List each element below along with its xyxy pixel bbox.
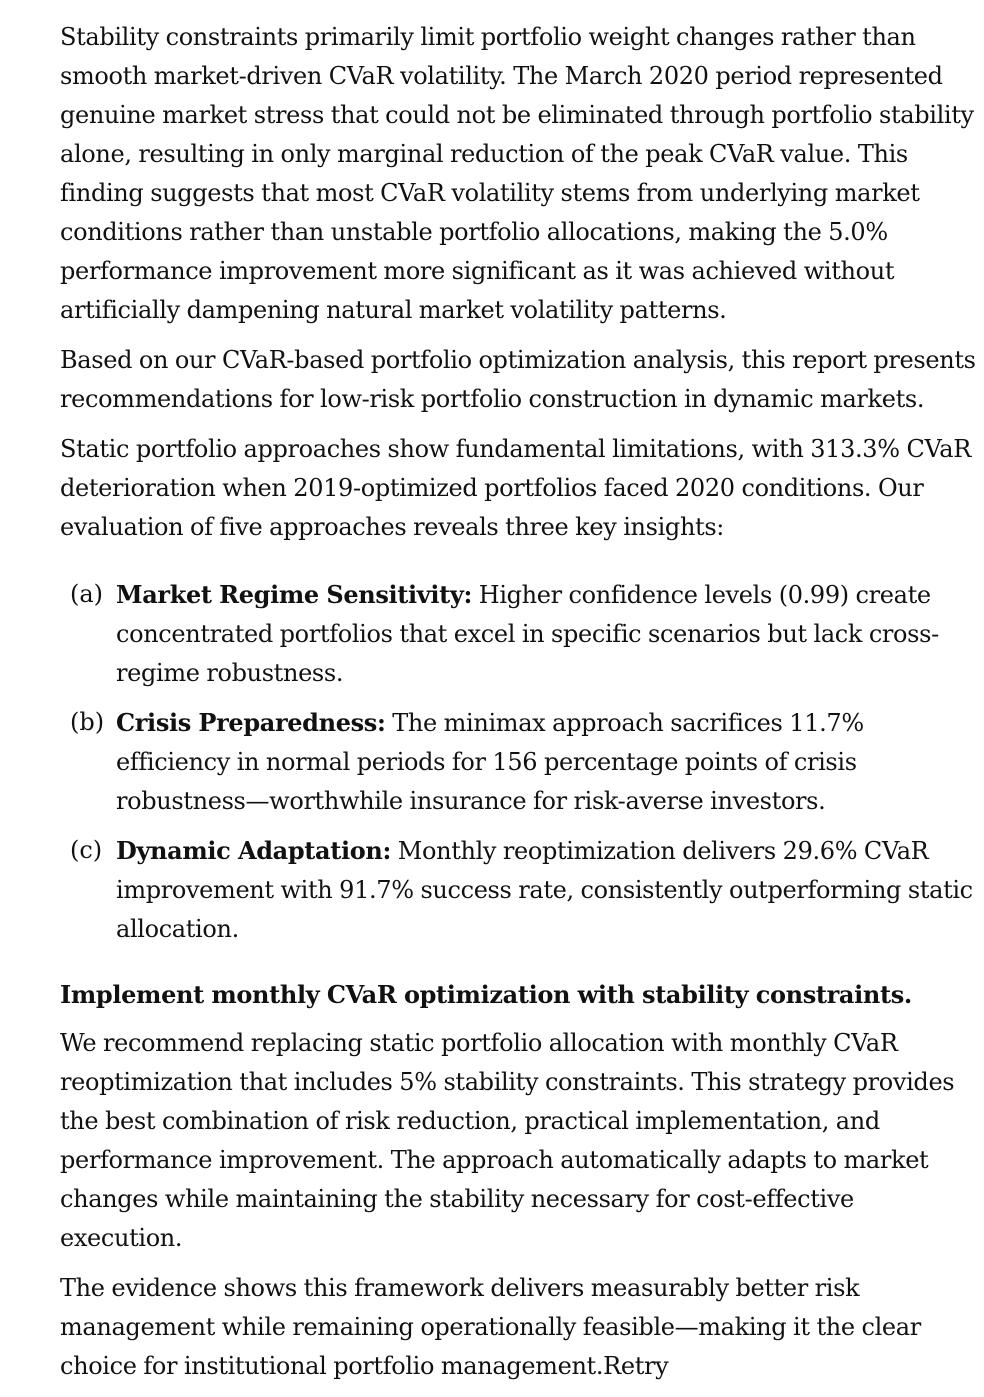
insight-title: Crisis Preparedness: [116, 708, 386, 737]
insight-text: Monthly reoptimization delivers 29.6% CVaR improvement with 91.7% success rate, consistently outperforming static allocation. [116, 837, 973, 943]
insight-text: Higher confidence levels (0.99) create concentrated portfolios that excel in specific scenarios but lack cross-regime robustness. [116, 581, 939, 687]
insight-title: Market Regime Sensitivity: [116, 580, 472, 609]
list-marker: (c) [70, 836, 103, 864]
list-item [60, 831, 976, 949]
paragraph-static-limitations: Static portfolio approaches show fundamental limitations, with 313.3% CVaR deterioration when 2019-optimized portfolios faced 2020 conditions. Our evaluation of five approaches reveals three key insights: [60, 435, 971, 541]
insight-text: The minimax approach sacrifices 11.7% efficiency in normal periods for 156 percentage points of crisis robustness—worthwhile insurance for risk-averse investors. [116, 709, 864, 815]
paragraph-report-overview: Based on our CVaR-based portfolio optimization analysis, this report presents recommendations for low-risk portfolio construction in dynamic markets. [60, 346, 976, 413]
insights-list [60, 575, 976, 949]
recommendation-heading: Implement monthly CVaR optimization with stability constraints. [60, 980, 912, 1009]
list-item [60, 575, 976, 693]
list-marker: (a) [70, 580, 104, 608]
insight-title: Dynamic Adaptation: [116, 836, 391, 865]
document-page [60, 18, 976, 1397]
paragraph-stability-constraints: Stability constraints primarily limit portfolio weight changes rather than smooth market-driven CVaR volatility. The March 2020 period represented genuine market stress that could not be eliminated through portfolio stability alone, resulting in only marginal reduction of the peak CVaR value. This finding suggests that most CVaR volatility stems from underlying market conditions rather than unstable portfolio allocations, making the 5.0% performance improvement more significant as it was achieved without artificially dampening natural market volatility patterns. [60, 23, 974, 324]
paragraph-conclusion: The evidence shows this framework delivers measurably better risk management while remaining operationally feasible—making it the clear choice for institutional portfolio management.Retry [60, 1274, 921, 1380]
list-item [60, 703, 976, 821]
paragraph-recommendation: We recommend replacing static portfolio allocation with monthly CVaR reoptimization that includes 5% stability constraints. This strategy provides the best combination of risk reduction, practical implementation, and performance improvement. The approach automatically adapts to market changes while maintaining the stability necessary for cost-effective execution. [60, 1029, 955, 1252]
list-marker: (b) [70, 708, 105, 736]
